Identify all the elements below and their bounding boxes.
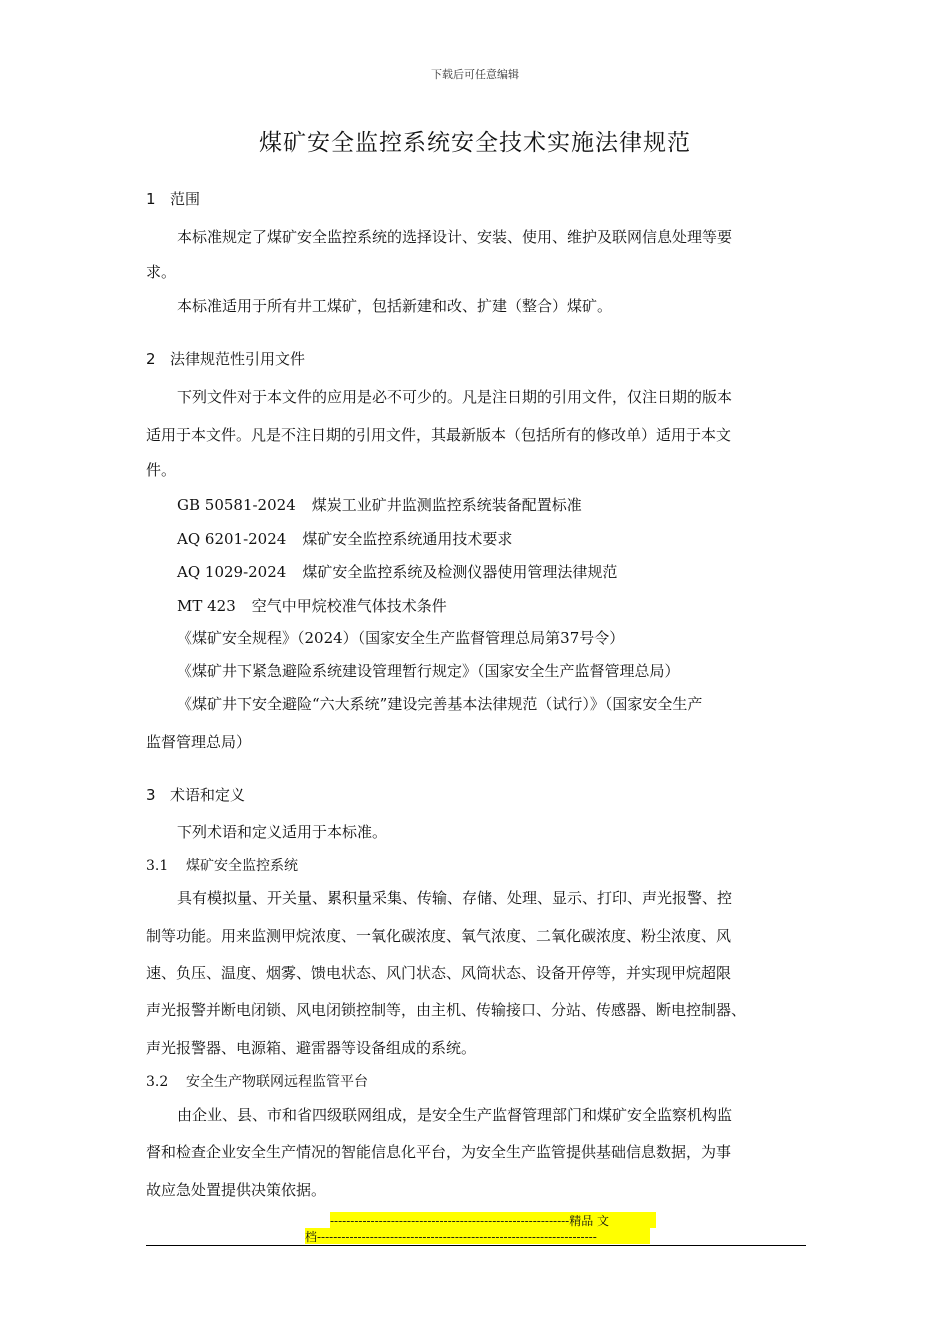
reference-code: GB 50581-2024	[177, 496, 296, 514]
section-number: 2	[146, 350, 156, 368]
reference-item	[177, 528, 512, 549]
paragraph-line: 件。	[146, 461, 177, 479]
document-title: 煤矿安全监控系统安全技术实施法律规范	[259, 130, 691, 156]
paragraph-line: 声光报警器、电源箱、避雷器等设备组成的系统。	[146, 1039, 477, 1057]
section-title: 法律规范性引用文件	[170, 350, 306, 368]
section-title: 术语和定义	[170, 786, 246, 804]
section-number: 3	[146, 786, 156, 804]
reference-item	[177, 494, 582, 515]
footer-watermark-line: -----------------------------------------------------------精品 文	[330, 1212, 656, 1228]
paragraph-line: 适用于本文件。凡是不注日期的引用文件，其最新版本（包括所有的修改单）适用于本文	[146, 426, 732, 444]
paragraph-line: 本标准规定了煤矿安全监控系统的选择设计、安装、使用、维护及联网信息处理等要	[177, 228, 733, 246]
section-number: 1	[146, 190, 156, 208]
paragraph-line: 速、负压、温度、烟雾、馈电状态、风门状态、风筒状态、设备开停等，并实现甲烷超限	[146, 964, 732, 982]
reference-title: 煤矿安全监控系统通用技术要求	[302, 530, 513, 548]
paragraph-line: 声光报警并断电闭锁、风电闭锁控制等，由主机、传输接口、分站、传感器、断电控制器、	[146, 1001, 747, 1019]
section-2-heading	[146, 348, 305, 369]
reference-title: 煤炭工业矿井监测监控系统装备配置标准	[311, 496, 582, 514]
section-1-heading	[146, 188, 200, 209]
reference-document: 监督管理总局）	[146, 733, 252, 751]
reference-code: MT 423	[177, 597, 236, 615]
paragraph-line: 制等功能。用来监测甲烷浓度、一氧化碳浓度、氧气浓度、二氧化碳浓度、粉尘浓度、风	[146, 927, 732, 945]
paragraph-line: 故应急处置提供决策依据。	[146, 1181, 327, 1199]
term-heading	[146, 855, 298, 875]
term-title: 煤矿安全监控系统	[186, 858, 298, 874]
reference-item	[177, 561, 617, 582]
term-number: 3.1	[146, 858, 169, 874]
reference-document: 《煤矿井下安全避险“六大系统”建设完善基本法律规范（试行）》（国家安全生产	[177, 695, 703, 713]
paragraph-line: 督和检查企业安全生产情况的智能信息化平台，为安全生产监管提供基础信息数据，为事	[146, 1143, 732, 1161]
paragraph-line: 本标准适用于所有井工煤矿，包括新建和改、扩建（整合）煤矿。	[177, 297, 613, 315]
paragraph-line: 下列文件对于本文件的应用是必不可少的。凡是注日期的引用文件，仅注日期的版本	[177, 388, 733, 406]
footer-watermark-line: 档---------------------------------------------------------------------	[305, 1228, 650, 1244]
paragraph-line: 求。	[146, 263, 177, 281]
term-number: 3.2	[146, 1074, 169, 1090]
reference-document: 《煤矿安全规程》（2024）（国家安全生产监督管理总局第37号令）	[177, 629, 625, 647]
paragraph-line: 下列术语和定义适用于本标准。	[177, 823, 388, 841]
page-header: 下载后可任意编辑	[431, 68, 519, 81]
paragraph-line: 具有模拟量、开关量、累积量采集、传输、存储、处理、显示、打印、声光报警、控	[177, 889, 733, 907]
term-title: 安全生产物联网远程监管平台	[186, 1074, 368, 1090]
reference-title: 煤矿安全监控系统及检测仪器使用管理法律规范	[302, 563, 618, 581]
reference-document: 《煤矿井下紧急避险系统建设管理暂行规定》（国家安全生产监督管理总局）	[177, 662, 680, 680]
reference-item	[177, 595, 447, 616]
section-title: 范围	[170, 190, 201, 208]
paragraph-line: 由企业、县、市和省四级联网组成，是安全生产监督管理部门和煤矿安全监察机构监	[177, 1106, 733, 1124]
reference-code: AQ 6201-2024	[177, 530, 287, 548]
footer-divider	[146, 1245, 806, 1246]
term-heading	[146, 1071, 368, 1091]
section-3-heading	[146, 784, 245, 805]
reference-title: 空气中甲烷校准气体技术条件	[251, 597, 447, 615]
reference-code: AQ 1029-2024	[177, 563, 287, 581]
